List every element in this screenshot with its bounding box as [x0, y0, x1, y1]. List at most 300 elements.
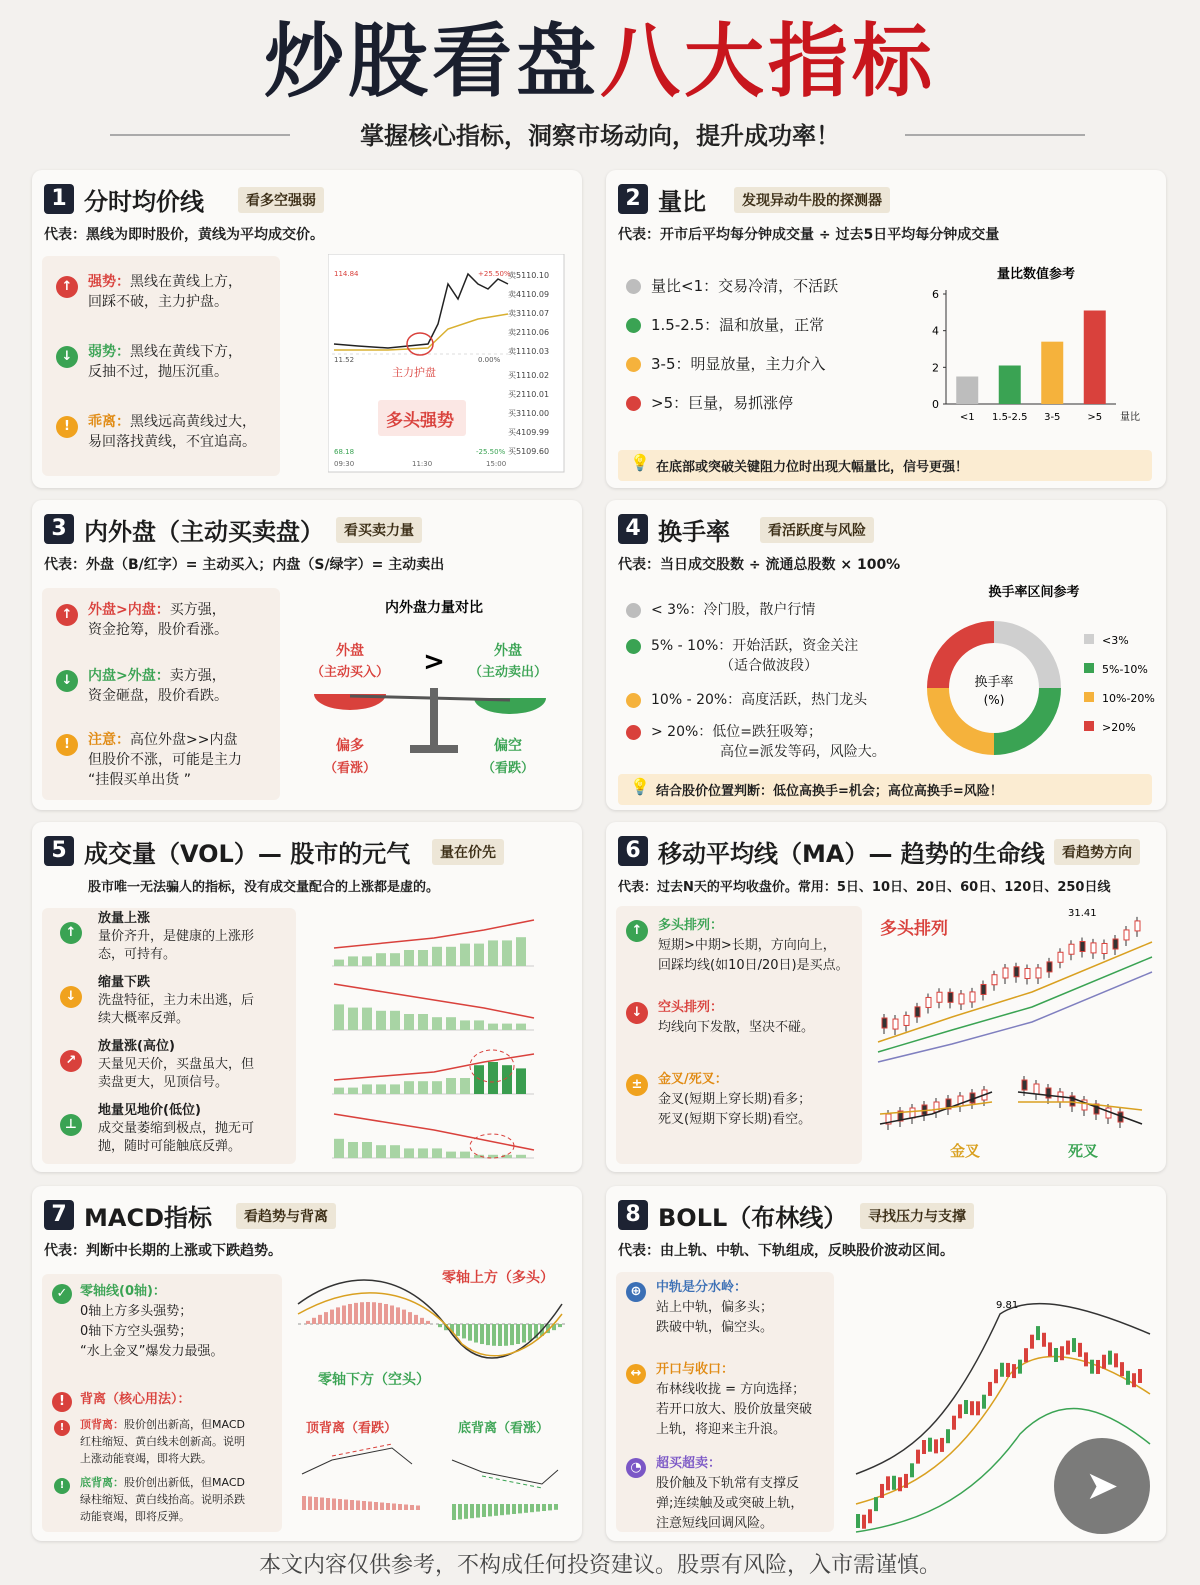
macd-histogram-bar: [314, 1497, 318, 1510]
volume-bar: [348, 1008, 358, 1030]
macd-histogram-bar: [518, 1504, 522, 1513]
legend-label: >20%: [1102, 721, 1136, 734]
volume-bar: [404, 950, 414, 966]
item-text: 股价触及下轨常有支撑反: [656, 1476, 800, 1491]
candlestick: [982, 1395, 986, 1409]
bottom-divergence-label: 底背离（看涨）: [458, 1421, 550, 1436]
candlestick: [868, 1509, 872, 1523]
candlestick: [952, 1416, 956, 1430]
warning-icon: !: [56, 734, 78, 756]
macd-histogram-bar: [516, 1324, 520, 1344]
orange-dot-icon: [626, 693, 641, 708]
subtitle: 掌握核心指标，洞察市场动向，提升成功率！: [360, 122, 840, 150]
item-text: > 20%：低位=跌狂吸筹；: [651, 724, 823, 740]
macd-histogram-bar: [474, 1324, 478, 1343]
macd-histogram-bar: [410, 1505, 414, 1510]
item-text: 量比<1：交易冷清，不活跃: [651, 277, 839, 295]
item-text: 动能衰竭，即将反弹。: [80, 1510, 190, 1523]
macd-histogram-bar: [548, 1504, 552, 1510]
points-panel: [616, 1272, 834, 1532]
card-number: 2: [618, 184, 648, 214]
volume-bar: [432, 1017, 442, 1030]
card-tag: 看活跃度与风险: [760, 517, 874, 543]
item-text: 股价创出新低，但MACD: [124, 1476, 245, 1489]
candlestick: [1114, 1353, 1118, 1367]
candlestick: [1124, 930, 1129, 940]
macd-histogram-bar: [398, 1504, 402, 1510]
item-text: 卖方强，: [169, 668, 226, 684]
candlestick: [1000, 1363, 1004, 1377]
card-vwap-line: [32, 170, 582, 488]
candlestick: [976, 1401, 980, 1415]
card-volume-ratio: [606, 170, 1166, 488]
bid-level: 买2110.01: [508, 390, 550, 399]
item-label: 注意：: [88, 732, 130, 748]
volume-bar: [502, 940, 512, 966]
legend-label: 10%-20%: [1102, 692, 1155, 705]
item-text: 天量见天价，买盘虽大，但: [98, 1057, 255, 1072]
ask-level: 卖3110.07: [508, 309, 550, 318]
volume-bar: [418, 950, 428, 966]
macd-histogram-bar: [420, 1318, 424, 1324]
volume-bar: [334, 1004, 344, 1030]
lightbulb-icon: 💡: [630, 453, 650, 472]
candlestick: [1066, 1341, 1070, 1355]
bar: [1084, 311, 1106, 405]
expand-icon: ↔: [626, 1364, 646, 1384]
share-button[interactable]: ➤: [1054, 1438, 1150, 1534]
item-text: “挂假买单出货 ”: [88, 772, 191, 788]
item-text: 若开口放大、股价放量突破: [656, 1402, 813, 1417]
bull-alignment-label: 多头排列: [880, 919, 948, 939]
bid-level: 买1110.02: [508, 371, 550, 380]
macd-histogram-bar: [530, 1504, 534, 1512]
candlestick: [1091, 943, 1096, 953]
macd-histogram-bar: [330, 1310, 334, 1324]
item-label: 地量见地价(低位): [98, 1103, 201, 1118]
volume-bar: [474, 944, 484, 966]
item-label: 中轨是分水岭：: [656, 1280, 748, 1295]
item-text: 注意短线回调风险。: [656, 1516, 774, 1531]
cross-icon: ±: [626, 1074, 648, 1096]
gauge-icon: ◔: [626, 1458, 646, 1478]
item-text: 买方强，: [169, 602, 226, 618]
candlestick: [1012, 1364, 1016, 1378]
x-tick-label: 1.5-2.5: [992, 412, 1028, 423]
item-text: 均线向下发散，坚决不碰。: [658, 1020, 815, 1035]
ask-level: 卖2110.06: [508, 328, 550, 337]
macd-histogram-bar: [536, 1504, 540, 1512]
macd-histogram-bar: [522, 1324, 526, 1342]
volume-bar: [348, 1088, 358, 1094]
card-title: 换手率: [658, 518, 730, 546]
bar: [999, 366, 1021, 405]
arrow-down-icon: ↓: [56, 346, 78, 368]
item-text: 上涨动能衰竭，即将大跌。: [80, 1452, 212, 1465]
volume-bar: [362, 956, 372, 966]
card-tag: 看多空强弱: [238, 187, 324, 213]
chart-title: 量比数值参考: [996, 267, 1076, 282]
macd-histogram-bar: [320, 1498, 324, 1511]
item-text: 资金抢筹，股价看涨。: [88, 622, 228, 638]
candlestick: [880, 1484, 884, 1498]
volume-bar: [418, 1081, 428, 1094]
card-desc: 代表：判断中长期的上涨或下跌趋势。: [44, 1243, 282, 1259]
volume-bar: [460, 944, 470, 966]
list-item: [626, 600, 815, 620]
arrow-up-icon: ↑: [60, 922, 82, 944]
candlestick: [910, 1108, 915, 1118]
item-text: 0轴上方多头强势；: [80, 1304, 193, 1319]
points-panel: [42, 908, 296, 1164]
ask-level: 卖1110.03: [508, 347, 550, 356]
macd-histogram-bar: [470, 1504, 474, 1518]
macd-histogram-bar: [482, 1504, 486, 1517]
card-volume: [32, 822, 582, 1172]
item-text: 高位外盘>>内盘: [130, 732, 238, 748]
time-start: 09:30: [334, 460, 355, 468]
candlestick: [1078, 1343, 1082, 1357]
item-text: 资金砸盘，股价看跌。: [88, 688, 228, 704]
macd-histogram-bar: [326, 1498, 330, 1510]
peak-label: 31.41: [1068, 908, 1097, 919]
candlestick: [882, 1018, 887, 1028]
value-bot: 68.18: [334, 448, 355, 456]
macd-histogram-bar: [302, 1496, 306, 1510]
macd-histogram-bar: [386, 1503, 390, 1510]
time-end: 15:00: [486, 460, 507, 468]
candlestick: [1108, 1351, 1112, 1365]
candlestick: [1080, 941, 1085, 951]
points-panel: [616, 906, 862, 1164]
candlestick: [1047, 962, 1052, 972]
spike-icon: ↗: [60, 1050, 82, 1072]
volume-bar: [516, 937, 526, 966]
value-top: 114.84: [334, 270, 359, 278]
arrow-up-icon: ↑: [56, 276, 78, 298]
points-panel: [42, 1274, 282, 1532]
volume-bar: [460, 1152, 470, 1158]
item-text: 上轨，将迎来主升浪。: [656, 1422, 787, 1437]
candlestick: [1022, 1080, 1027, 1090]
volume-bar: [334, 1139, 344, 1158]
candlestick: [1058, 952, 1063, 962]
candlestick: [934, 1439, 938, 1453]
points-panel: [42, 588, 280, 800]
candlestick: [1135, 921, 1140, 931]
card-number: 5: [44, 836, 74, 866]
candlestick: [1048, 1342, 1052, 1356]
item-text: 黑线远高黄线过大，: [130, 414, 256, 430]
candlestick: [959, 994, 964, 1004]
volume-bar: [376, 953, 386, 966]
orange-dot-icon: [626, 357, 641, 372]
macd-histogram-bar: [498, 1324, 502, 1346]
candlestick: [898, 1477, 902, 1491]
top-divergence-label: 顶背离（看跌）: [306, 1421, 398, 1436]
macd-histogram-bar: [542, 1504, 546, 1511]
item-text: 红柱缩短、黄白线未创新高。说明: [80, 1435, 245, 1448]
x-tick-label: <1: [959, 412, 975, 423]
red-dot-icon: [626, 725, 641, 740]
list-item: [626, 354, 826, 374]
volume-bar: [460, 1078, 470, 1094]
volume-mini-charts: [328, 908, 570, 1164]
item-label: 弱势：: [88, 344, 130, 360]
price-line: [302, 1448, 412, 1474]
arrow-down-icon: ↓: [626, 1002, 648, 1024]
volume-bar: [362, 1142, 372, 1158]
candlestick: [1084, 1352, 1088, 1366]
bias-long: 偏多: [336, 738, 364, 754]
scale-right: 外盘: [494, 643, 522, 659]
card-tag: 看趋势与背离: [236, 1203, 336, 1229]
volume-bar: [432, 1148, 442, 1158]
card-title: 内外盘（主动买卖盘）: [84, 518, 324, 546]
candlestick: [915, 1007, 920, 1017]
candlestick: [994, 1369, 998, 1383]
macd-histogram-bar: [426, 1321, 430, 1324]
item-label: 开口与收口：: [656, 1362, 735, 1377]
item-text: （适合做波段）: [720, 658, 818, 674]
macd-histogram-bar: [524, 1504, 528, 1513]
macd-histogram-bar: [480, 1324, 484, 1344]
list-item: [626, 636, 858, 676]
turnover-donut: [916, 580, 1161, 770]
x-tick-label: 3-5: [1044, 412, 1061, 423]
volume-bar: [376, 1011, 386, 1030]
macd-histogram-bar: [350, 1500, 354, 1510]
macd-histogram-bar: [558, 1324, 562, 1327]
scale-right-sub: （主动卖出）: [468, 665, 548, 680]
candlestick: [1113, 939, 1118, 949]
macd-histogram-bar: [344, 1500, 348, 1511]
candlestick: [1102, 943, 1107, 953]
candlestick: [916, 1450, 920, 1464]
card-tag: 量在价先: [432, 839, 504, 865]
bar: [956, 377, 978, 405]
above-zero-label: 零轴上方（多头）: [442, 1270, 554, 1286]
candlestick: [893, 1019, 898, 1029]
bias-long-sub: （看涨）: [323, 761, 377, 776]
golden-cross-label: 金叉: [950, 1142, 981, 1160]
macd-histogram-bar: [356, 1501, 360, 1511]
list-item: [626, 315, 824, 335]
item-text: 黑线在黄线下方，: [130, 344, 242, 360]
item-label: 内盘>外盘：: [88, 668, 170, 684]
below-zero-label: 零轴下方（空头）: [318, 1372, 430, 1388]
tip-text: 结合股价位置判断：低位高换手=机会；高位高换手=风险！: [656, 784, 1003, 799]
card-title: 分时均价线: [84, 188, 204, 216]
volume-bar: [488, 940, 498, 966]
volume-bar: [418, 1014, 428, 1030]
macd-histogram-bar: [306, 1321, 310, 1324]
item-label: 金叉/死叉：: [658, 1072, 728, 1087]
item-label: 超买超卖：: [656, 1456, 722, 1471]
alert-icon: !: [54, 1478, 70, 1494]
volume-bar: [474, 1020, 484, 1030]
volume-bar: [348, 1142, 358, 1158]
item-text: 回踩不破，主力护盘。: [88, 294, 228, 310]
red-dot-icon: [626, 396, 641, 411]
macd-histogram-bar: [362, 1501, 366, 1510]
macd-histogram-bar: [510, 1324, 514, 1345]
death-cross-label: 死叉: [1068, 1142, 1099, 1160]
y-tick-label: 4: [932, 324, 939, 338]
macd-histogram-bar: [492, 1324, 496, 1346]
item-text: 短期>中期>长期，方向向上，: [658, 938, 836, 953]
card-title: 移动平均线（MA）— 趋势的生命线: [658, 840, 1045, 868]
intraday-chart: [328, 254, 568, 474]
macd-histogram-bar: [452, 1504, 456, 1520]
page-title: [0, 6, 1200, 118]
volume-bar: [446, 947, 456, 966]
volume-bar: [348, 956, 358, 966]
item-text: 布林线收拢 = 方向选择；: [656, 1382, 806, 1397]
card-number: 3: [44, 514, 74, 544]
y-tick-label: 6: [932, 288, 939, 301]
volume-bar: [376, 1084, 386, 1094]
card-moving-average: [606, 822, 1166, 1172]
macd-histogram-bar: [462, 1324, 466, 1338]
tip-text: 在底部或突破关键阻力位时出现大幅量比，信号更强！: [656, 460, 969, 475]
candlestick: [922, 1440, 926, 1454]
item-label: 空头排列：: [658, 1000, 724, 1015]
x-tick-label: >5: [1087, 412, 1103, 423]
candlestick: [1003, 968, 1008, 978]
candlestick: [1018, 1360, 1022, 1374]
grey-dot-icon: [626, 603, 641, 618]
bar: [1041, 342, 1063, 404]
list-item: [626, 690, 867, 710]
card-desc: 代表：开市后平均每分钟成交量 ÷ 过去5日平均每分钟成交量: [618, 227, 1000, 243]
candlestick: [1006, 1363, 1010, 1377]
volume-bar: [418, 1148, 428, 1158]
card-turnover: [606, 500, 1166, 810]
x-axis-label: 量比: [1120, 412, 1140, 423]
volume-bar: [446, 1017, 456, 1030]
macd-histogram-bar: [312, 1318, 316, 1324]
item-text: 0轴下方空头强势；: [80, 1324, 193, 1339]
candlestick: [1036, 968, 1041, 978]
candlestick: [856, 1514, 860, 1528]
alert-icon: !: [52, 1392, 72, 1412]
item-text: 成交量萎缩到极点，抛无可: [98, 1121, 255, 1136]
card-desc: 代表：由上轨、中轨、下轨组成，反映股价波动区间。: [618, 1243, 954, 1259]
candlestick: [904, 1015, 909, 1025]
macd-histogram-bar: [512, 1504, 516, 1514]
candlestick: [1096, 1360, 1100, 1374]
title-part2: 八大指标: [600, 15, 936, 108]
donut-title: 换手率区间参考: [988, 585, 1080, 600]
macd-histogram-bar: [390, 1306, 394, 1324]
donut-center-unit: (%): [983, 693, 1005, 707]
candlestick: [904, 1474, 908, 1488]
arrow-up-icon: ↑: [626, 920, 648, 942]
volume-bar: [390, 1145, 400, 1158]
candlestick: [1060, 1346, 1064, 1360]
item-label: 强势：: [88, 274, 130, 290]
balance-scale: [294, 590, 574, 800]
item-text: 高位=派发等码，风险大。: [720, 744, 886, 760]
volume-bar: [376, 1145, 386, 1158]
volume-bar: [474, 1065, 484, 1094]
compass-icon: ⊕: [626, 1282, 646, 1302]
candlestick: [1030, 1335, 1034, 1349]
macd-histogram-bar: [354, 1303, 358, 1324]
macd-histogram-bar: [380, 1503, 384, 1511]
volume-bar: [362, 1084, 372, 1094]
bid-level: 买4109.99: [508, 428, 550, 437]
warning-icon: !: [56, 416, 78, 438]
scale-left: 外盘: [336, 643, 364, 659]
macd-histogram-bar: [456, 1324, 460, 1336]
scale-title: 内外盘力量对比: [385, 600, 483, 616]
macd-histogram-bar: [336, 1307, 340, 1324]
candlestick: [946, 1429, 950, 1443]
volume-bar: [488, 1024, 498, 1030]
macd-histogram-bar: [486, 1324, 490, 1345]
card-desc: 股市唯一无法骗人的指标，没有成交量配合的上涨都是虚的。: [88, 880, 440, 895]
macd-histogram-bar: [384, 1304, 388, 1324]
candlestick: [1090, 1360, 1094, 1374]
macd-histogram-bar: [464, 1504, 468, 1519]
check-icon: ✓: [52, 1284, 72, 1304]
candlestick: [1138, 1369, 1142, 1383]
card-tag: 看趋势方向: [1054, 839, 1140, 865]
candlestick: [1072, 1338, 1076, 1352]
item-label: 多头排列：: [658, 918, 724, 933]
item-text: 5% - 10%：开始活跃，资金关注: [651, 638, 859, 654]
volume-bar: [516, 1068, 526, 1094]
y-tick-label: 2: [932, 361, 939, 375]
item-text: 10% - 20%：高度活跃，热门龙头: [651, 692, 868, 708]
item-text: 黑线在黄线上方，: [130, 274, 242, 290]
tip-bar: [618, 774, 1152, 805]
candlestick: [940, 1438, 944, 1452]
card-boll: [606, 1186, 1166, 1541]
volume-bar: [502, 1065, 512, 1094]
volume-bar: [432, 947, 442, 966]
pct-mid: 0.00%: [478, 356, 501, 364]
pct-top: +25.50%: [478, 270, 511, 278]
candlestick: [934, 1102, 939, 1112]
green-dot-icon: [626, 318, 641, 333]
item-text: 态，可持有。: [98, 947, 177, 962]
bias-short-sub: （看跌）: [481, 761, 535, 776]
card-number: 6: [618, 836, 648, 866]
candlestick: [948, 992, 953, 1002]
item-label: 乖离：: [88, 414, 130, 430]
candlestick: [910, 1463, 914, 1477]
bottom-icon: ⊥: [60, 1114, 82, 1136]
macd-histogram-bar: [414, 1315, 418, 1324]
macd-histogram-bar: [476, 1504, 480, 1518]
arrow-down-icon: ↓: [56, 670, 78, 692]
ask-level: 卖5110.10: [508, 271, 550, 280]
points-panel: [42, 256, 280, 476]
volume-bar: [446, 1078, 456, 1094]
candlestick: [958, 1404, 962, 1418]
legend-swatch: [1084, 692, 1094, 702]
volume-bar: [390, 953, 400, 966]
macd-histogram-bar: [416, 1506, 420, 1511]
candlestick: [886, 1476, 890, 1490]
candlestick: [992, 975, 997, 985]
candlestick: [1025, 969, 1030, 979]
legend-swatch: [1084, 721, 1094, 731]
card-desc: 代表：黑线为即时股价，黄线为平均成交价。: [44, 227, 324, 243]
